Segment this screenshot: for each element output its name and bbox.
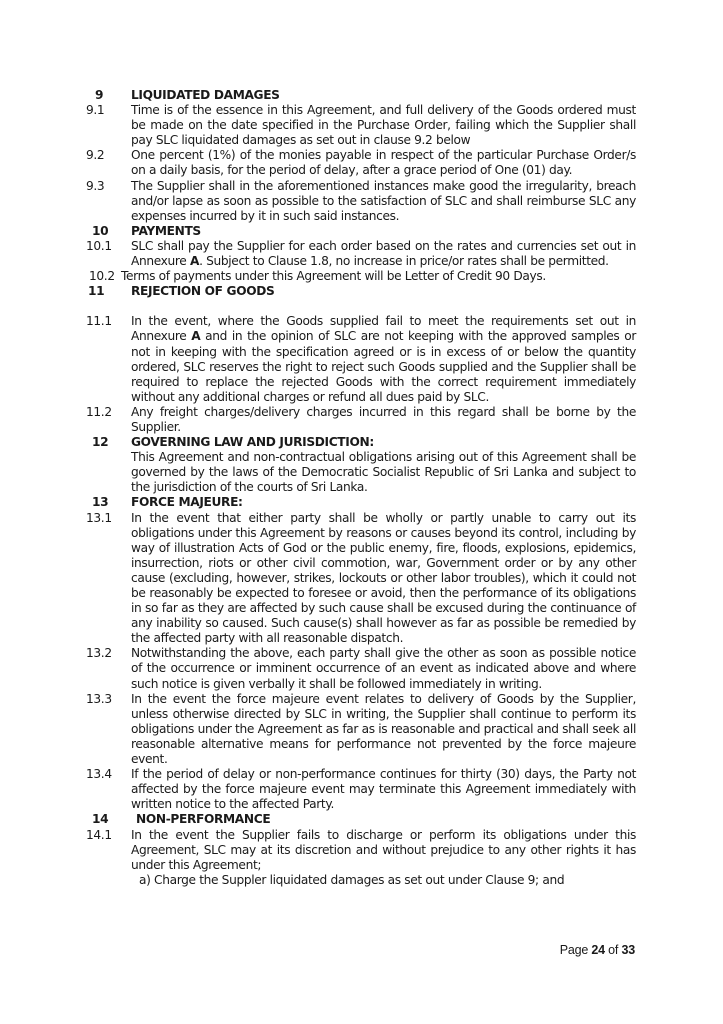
section-number: 14 bbox=[92, 812, 109, 827]
clause-subitem-a: a) Charge the Suppler liquidated damages as set out under Clause 9; and bbox=[139, 872, 565, 887]
clause-number: 9.2 bbox=[86, 148, 105, 163]
clause-text: If the period of delay or non-performance continues for thirty (30) days, the Party not affected by the force majeure event may terminate this Agreement immediately with written notice to the affected Party. bbox=[131, 767, 636, 812]
clause-number: 11.2 bbox=[86, 404, 112, 419]
clause-9-2 bbox=[86, 148, 636, 178]
total-pages: 33 bbox=[621, 943, 635, 957]
section-title: NON-PERFORMANCE bbox=[136, 812, 271, 827]
clause-text: The Supplier shall in the aforementioned instances make good the irregularity, breach and/or lapse as soon as possible to the satisfaction of SLC and shall reimburse SLC any expenses incurred by it in such said instances. bbox=[131, 178, 636, 223]
section-title: GOVERNING LAW AND JURISDICTION: bbox=[131, 435, 374, 450]
clause-text bbox=[131, 239, 636, 269]
section-title: FORCE MAJEURE: bbox=[131, 495, 243, 510]
clause-14-1 bbox=[86, 828, 636, 888]
section-heading-10 bbox=[86, 224, 636, 239]
section-number: 11 bbox=[88, 284, 105, 299]
clause-text-part: In the event, where the Goods supplied fail to meet the requirements set out in Annexure bbox=[131, 314, 636, 344]
of-label: of bbox=[608, 943, 619, 957]
page-number-footer bbox=[560, 943, 635, 958]
clause-number: 10.2 bbox=[89, 269, 115, 284]
document-body bbox=[86, 88, 636, 888]
clause-13-4 bbox=[86, 767, 636, 812]
section-12-body bbox=[86, 450, 636, 495]
clause-text-part: . Subject to Clause 1.8, no increase in price/or rates shall be permitted. bbox=[199, 254, 609, 269]
page-label: Page bbox=[559, 943, 589, 957]
clause-13-2 bbox=[86, 646, 636, 691]
annexure-ref: A bbox=[189, 254, 200, 269]
section-heading-12 bbox=[86, 435, 636, 450]
clause-number: 13.1 bbox=[86, 510, 112, 525]
clause-number: 13.3 bbox=[86, 691, 112, 706]
current-page: 24 bbox=[591, 943, 605, 957]
clause-text-part: SLC shall pay the Supplier for each order based on the rates and currencies set out in Annexure bbox=[131, 238, 636, 269]
section-text: This Agreement and non-contractual obligations arising out of this Agreement shall be governed by the laws of the Democratic Socialist Republic of Sri Lanka and subject to the jurisdiction of the courts of Sri Lanka. bbox=[131, 450, 636, 495]
clause-11-2 bbox=[86, 405, 636, 435]
clause-text-part: and in the opinion of SLC are not keeping with the approved samples or not in keeping with the specification agreed or is in excess of or below the quantity ordered, SLC reserves the right to reject such Goods supplied and the Supplier shall be required to replace the rejected Goods with the correct requirement immediately without any additional charges or refund all dues paid by SLC. bbox=[131, 329, 636, 404]
clause-text: Time is of the essence in this Agreement, and full delivery of the Goods ordered must be made on the date specified in the Purchase Order, failing which the Supplier shall pay SLC liquidated damages as set out in clause 9.2 below bbox=[131, 103, 636, 148]
clause-number: 10.1 bbox=[86, 238, 112, 253]
clause-text: Any freight charges/delivery charges incurred in this regard shall be borne by the Supplier. bbox=[131, 404, 636, 434]
section-number: 9 bbox=[95, 88, 104, 102]
section-number: 13 bbox=[92, 495, 109, 510]
clause-9-3 bbox=[86, 179, 636, 224]
clause-text: In the event the force majeure event relates to delivery of Goods by the Supplier, unless otherwise directed by SLC in writing, the Supplier shall continue to perform its obligations under the Agreement as far as is reasonable and practical and shall seek all reasonable alternative means for performance not prevented by the force majeure event. bbox=[131, 691, 636, 767]
clause-9-1 bbox=[86, 103, 636, 148]
clause-text: Notwithstanding the above, each party shall give the other as soon as possible notice of the occurrence or imminent occurrence of an event as indicated above and where such notice is given verbally it shall be followed immediately in writing. bbox=[131, 646, 636, 691]
clause-number: 14.1 bbox=[86, 827, 112, 842]
clause-text: In the event the Supplier fails to discharge or perform its obligations under this Agreement, SLC may at its discretion and without prejudice to any other rights it has under this Agreement; bbox=[131, 827, 636, 872]
section-heading-11 bbox=[86, 284, 636, 299]
section-number: 12 bbox=[92, 435, 109, 450]
clause-text bbox=[131, 314, 636, 405]
section-title: PAYMENTS bbox=[131, 223, 201, 238]
clause-10-1 bbox=[86, 239, 636, 269]
spacer bbox=[86, 299, 636, 314]
clause-11-1 bbox=[86, 314, 636, 405]
section-heading-13 bbox=[86, 495, 636, 510]
clause-10-2 bbox=[86, 269, 636, 284]
clause-13-1 bbox=[86, 511, 636, 647]
clause-number: 11.1 bbox=[86, 314, 112, 329]
clause-number: 13.2 bbox=[86, 646, 112, 661]
clause-text: One percent (1%) of the monies payable in respect of the particular Purchase Order/s on a daily basis, for the period of delay, after a grace period of One (01) day. bbox=[131, 148, 636, 178]
clause-number: 9.1 bbox=[86, 103, 105, 118]
section-heading-14 bbox=[86, 812, 636, 827]
section-heading-9 bbox=[86, 88, 636, 103]
clause-text: Terms of payments under this Agreement will be Letter of Credit 90 Days. bbox=[121, 269, 546, 284]
clause-13-3 bbox=[86, 692, 636, 767]
section-title: LIQUIDATED DAMAGES bbox=[131, 88, 280, 102]
section-title: REJECTION OF GOODS bbox=[131, 284, 275, 299]
section-number: 10 bbox=[92, 223, 109, 238]
clause-text: In the event that either party shall be wholly or partly unable to carry out its obligations under this Agreement by reasons or causes beyond its control, including by way of illustration Acts of God or the public enemy, fire, floods, explosions, epidemics, insurrection, riots or other civil commotion, war, Government order or by any other cause (excluding, however, strikes, lockouts or other labor troubles), which it could not be reasonably be expected to foresee or avoid, then the performance of its obligations in so far as they are affected by such cause shall be excused during the continuance of any inability so caused. Such cause(s) shall however as far as possible be remedied by the affected party with all reasonable dispatch. bbox=[131, 510, 636, 646]
annexure-ref: A bbox=[191, 329, 201, 344]
clause-number: 13.4 bbox=[86, 767, 112, 782]
clause-number: 9.3 bbox=[86, 178, 105, 193]
